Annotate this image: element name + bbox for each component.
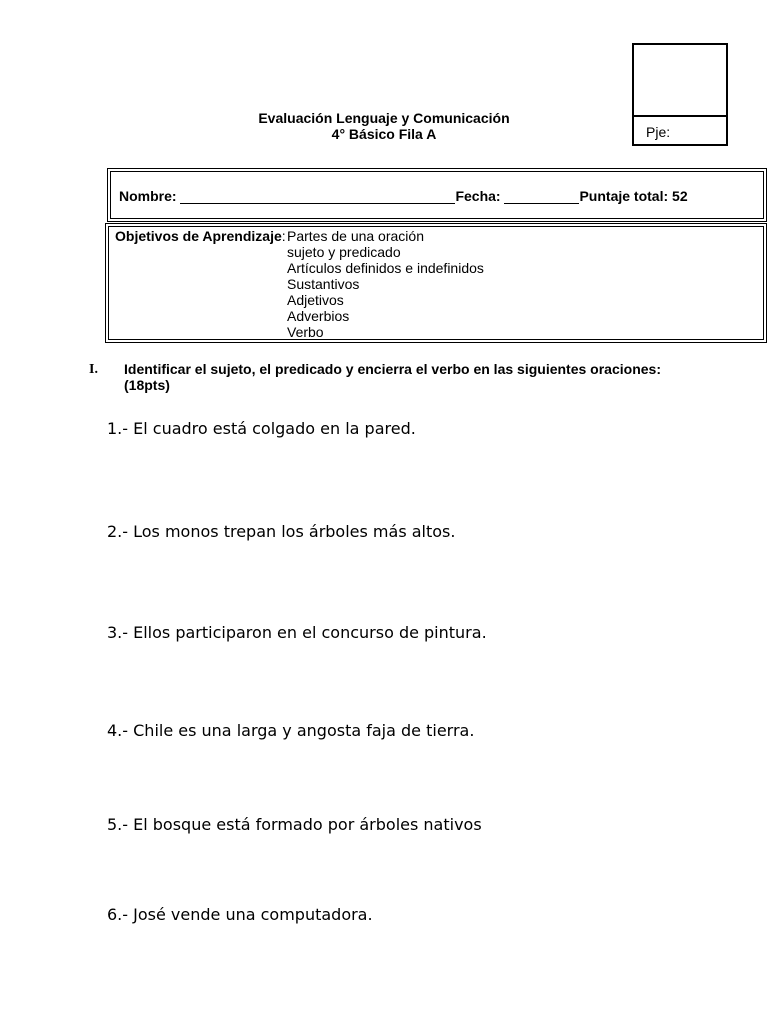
objective-item: Artículos definidos e indefinidos [287, 260, 484, 276]
score-label: Pje: [646, 124, 671, 140]
page-subtitle: 4° Básico Fila A [331, 126, 437, 142]
date-label: Fecha: [455, 188, 501, 204]
sentence-item: 6.- José vende una computadora. [107, 905, 373, 924]
sentence-item: 5.- El bosque está formado por árboles nativos [107, 815, 482, 834]
objectives-box [105, 223, 767, 343]
section-number: I. [89, 362, 98, 377]
objective-item: Adverbios [287, 308, 350, 324]
page-header [200, 110, 568, 142]
sentence-item: 4.- Chile es una larga y angosta faja de tierra. [107, 721, 475, 740]
objective-item: Adjetivos [287, 292, 344, 308]
sentence-item: 3.- Ellos participaron en el concurso de pintura. [107, 623, 487, 642]
objectives-label-wrap: Objetivos de Aprendizaje: [115, 228, 286, 244]
sentence-item: 2.- Los monos trepan los árboles más altos. [107, 522, 456, 541]
score-box-blank [634, 45, 726, 117]
section-instruction: Identificar el sujeto, el predicado y encierra el verbo en las siguientes oraciones: (18pts) [124, 361, 661, 393]
total-score-label: Puntaje total: 52 [579, 188, 688, 204]
objectives-list [287, 228, 484, 340]
objective-item: Verbo [287, 324, 324, 340]
objective-item: Sustantivos [287, 276, 360, 292]
objective-item: Partes de una oración [287, 228, 424, 244]
objectives-inner [108, 226, 764, 340]
date-field[interactable] [504, 189, 579, 204]
student-info-box [107, 168, 767, 222]
name-label: Nombre: [119, 188, 177, 204]
student-info-line [119, 188, 688, 204]
score-box [632, 43, 728, 146]
objective-item: sujeto y predicado [287, 244, 401, 260]
page-title: Evaluación Lenguaje y Comunicación [258, 110, 510, 126]
objectives-label: Objetivos de Aprendizaje [115, 228, 282, 244]
name-field[interactable] [180, 189, 455, 204]
student-info-inner [110, 171, 764, 219]
sentence-item: 1.- El cuadro está colgado en la pared. [107, 419, 416, 438]
